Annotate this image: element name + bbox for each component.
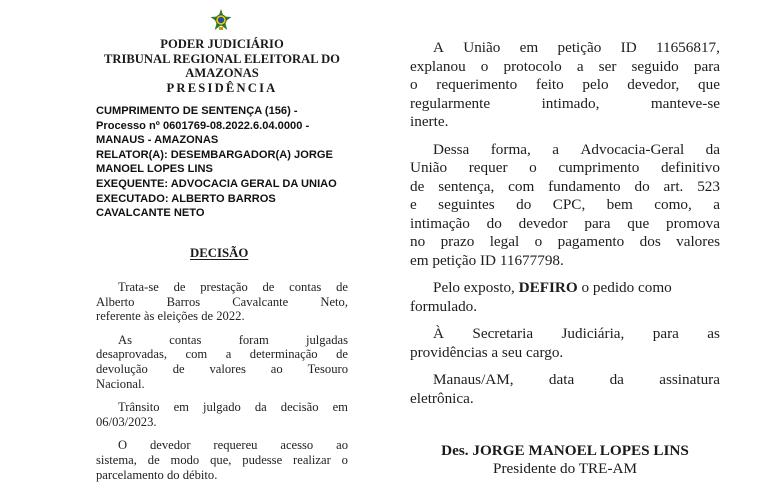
word: em [173, 400, 189, 415]
word: para [652, 325, 679, 342]
caption-line: CAVALCANTE NETO [96, 207, 205, 220]
word: O [118, 438, 128, 453]
word: A [433, 39, 444, 56]
paragraph [96, 333, 348, 391]
word: de [410, 177, 425, 195]
word: 11656817, [655, 39, 720, 56]
word: contas [169, 332, 202, 347]
word: realizar [293, 452, 331, 467]
word: requer [468, 159, 508, 176]
paragraph [410, 141, 720, 271]
word: da [705, 140, 720, 158]
paragraph [96, 438, 348, 482]
word: Alberto [96, 294, 135, 309]
header-line-3: AMAZONAS [185, 66, 259, 81]
word: Judiciária, [561, 325, 625, 342]
word: com [185, 347, 208, 362]
text-fragment: Pelo exposto, [433, 279, 515, 296]
word: o [341, 452, 348, 467]
text-line [410, 76, 720, 95]
word: Neto, [320, 294, 348, 309]
text-line [410, 141, 720, 160]
word: foram [238, 332, 269, 347]
word: de [262, 280, 275, 294]
word: sistema, [96, 452, 137, 467]
caption-line: Processo nº 0601769-08.2022.6.04.0000 - [96, 119, 310, 132]
word: como, [654, 196, 692, 213]
word: manteve-se [650, 94, 720, 112]
word: Dessa [433, 140, 470, 158]
word: intimação [410, 214, 470, 232]
word: explanou [410, 57, 466, 75]
word: determinação [249, 347, 318, 362]
text-line: eletrônica. [410, 389, 474, 407]
word: ao [336, 438, 348, 453]
word: devolução [96, 361, 148, 376]
word: do [634, 177, 650, 195]
word: devedor, [627, 76, 680, 93]
paragraph [410, 279, 720, 316]
word: e [410, 196, 417, 213]
word: art. [663, 177, 684, 195]
word: sentença, [438, 177, 495, 195]
header-line-4: PRESIDÊNCIA [166, 80, 278, 95]
text-line [410, 159, 720, 178]
word: Trata-se [118, 280, 159, 294]
word: forma, [490, 140, 531, 158]
word: promova [665, 214, 720, 232]
left-column-body [96, 280, 348, 491]
text-line [96, 280, 348, 295]
caption-line: MANOEL LOPES LINS [96, 163, 213, 176]
text-line: providências a seu cargo. [410, 343, 564, 361]
word: fundamento [548, 177, 621, 195]
header-line-2: TRIBUNAL REGIONAL ELEITORAL DO [104, 51, 340, 66]
text-fragment: o pedido como [581, 279, 672, 296]
signatory-name: Des. JORGE MANOEL LOPES LINS [441, 442, 689, 459]
word: o [410, 76, 418, 93]
word: Tesouro [307, 361, 348, 376]
word: de [147, 452, 160, 467]
text-line [410, 95, 720, 114]
word: em [519, 39, 539, 56]
word: em [332, 400, 348, 415]
word: pudesse [242, 452, 283, 467]
word: que [698, 76, 720, 93]
word: para [693, 57, 720, 75]
caption-line: CUMPRIMENTO DE SENTENÇA (156) - [96, 105, 298, 117]
word: de [336, 280, 348, 294]
word: ao [270, 361, 283, 376]
word: o [529, 159, 537, 176]
word: À [433, 325, 444, 342]
word: Trânsito [118, 400, 160, 415]
word: pelo [582, 76, 609, 93]
signatory-title: Presidente do TRE-AM [493, 460, 637, 477]
paragraph [410, 39, 720, 132]
word: valores [676, 233, 720, 250]
text-line: inerte. [410, 113, 449, 130]
word: União [463, 39, 501, 56]
court-header [80, 37, 364, 95]
text-line [410, 215, 720, 234]
text-line [410, 178, 720, 197]
word: CPC, [552, 196, 586, 213]
paragraph [410, 371, 720, 408]
word: União [410, 159, 448, 176]
word: intimado, [541, 94, 600, 112]
text-line [96, 438, 348, 453]
text-line [96, 333, 348, 348]
defiro-keyword: DEFIRO [518, 279, 578, 296]
word: cumprimento [558, 159, 640, 176]
word: Cavalcante [232, 294, 289, 309]
caption-line: EXECUTADO: ALBERTO BARROS [96, 192, 276, 205]
word: dos [639, 233, 661, 250]
word: para [584, 214, 611, 232]
brasao-republica-icon [210, 9, 232, 31]
word: ser [598, 57, 617, 75]
word: Barros [166, 294, 201, 309]
word: modo [170, 452, 200, 467]
paragraph [410, 325, 720, 362]
case-caption [96, 104, 366, 221]
word: data [548, 371, 575, 388]
word: o [534, 233, 543, 250]
decision-title: DECISÃO [190, 246, 249, 260]
word: a [713, 196, 720, 213]
word: a [552, 140, 559, 158]
caption-line: RELATOR(A): DESEMBARGADOR(A) JORGE [96, 148, 333, 161]
word: Manaus/AM, [433, 371, 514, 388]
text-line [96, 453, 348, 468]
word: do [516, 196, 532, 213]
word: de [336, 347, 348, 362]
text-line [96, 295, 348, 310]
word: bem [606, 196, 633, 213]
word: requereu [213, 438, 258, 453]
text-line [96, 400, 348, 415]
word: seguido [631, 57, 679, 75]
word: prestação [200, 280, 248, 294]
word: protocolo [503, 57, 562, 75]
word: definitivo [660, 159, 720, 176]
word: com [508, 177, 535, 195]
word: assinatura [659, 371, 720, 388]
word: contas [289, 280, 322, 294]
word: decisão [280, 400, 319, 415]
word: desaprovadas, [96, 347, 167, 362]
text-line [96, 347, 348, 362]
word: a [225, 347, 232, 362]
word: valores [209, 361, 246, 376]
word: as [707, 325, 720, 342]
paragraph [96, 400, 348, 429]
word: acesso [280, 438, 314, 453]
text-line: Nacional. [96, 376, 145, 391]
word: As [118, 332, 132, 347]
right-column-body [410, 39, 720, 417]
text-line [410, 279, 720, 298]
word: petição [557, 39, 602, 56]
word: devedor [149, 438, 191, 453]
word: Secretaria [472, 325, 534, 342]
text-line: parcelamento do débito. [96, 467, 218, 482]
word: do [486, 214, 502, 232]
word: da [609, 371, 624, 388]
text-line: referente às eleições de 2022. [96, 309, 245, 324]
caption-line: EXEQUENTE: ADVOCACIA GERAL DA UNIAO [96, 177, 337, 190]
paragraph [96, 280, 348, 324]
word: Advocacia-Geral [580, 140, 685, 158]
text-line [410, 325, 720, 344]
text-line [410, 39, 720, 58]
text-line: em petição ID 11677798. [410, 251, 564, 269]
word: no [410, 233, 426, 250]
word: julgado [203, 400, 241, 415]
signature-block [410, 442, 720, 478]
text-line: 06/03/2023. [96, 414, 157, 429]
word: 523 [697, 177, 720, 195]
word: que, [210, 452, 232, 467]
text-line [410, 58, 720, 77]
word: devedor [518, 214, 568, 232]
word: de [173, 280, 186, 294]
text-line [410, 233, 720, 252]
word: regularmente [410, 94, 491, 112]
word: prazo [440, 233, 475, 250]
text-line [96, 362, 348, 377]
word: da [254, 400, 267, 415]
word: pagamento [557, 233, 625, 250]
word: o [480, 57, 489, 75]
caption-line: MANAUS - AMAZONAS [96, 134, 219, 147]
word: legal [489, 233, 520, 250]
header-line-1: PODER JUDICIÁRIO [160, 37, 284, 51]
word: a [576, 57, 584, 75]
word: feito [535, 76, 564, 93]
word: ID [620, 39, 637, 56]
word: requerimento [436, 76, 518, 93]
word: que [627, 214, 650, 232]
word: de [172, 361, 185, 376]
text-line [410, 371, 720, 390]
word: seguintes [438, 196, 495, 213]
word: julgadas [306, 332, 348, 347]
text-line [410, 196, 720, 215]
text-line: formulado. [410, 297, 478, 315]
